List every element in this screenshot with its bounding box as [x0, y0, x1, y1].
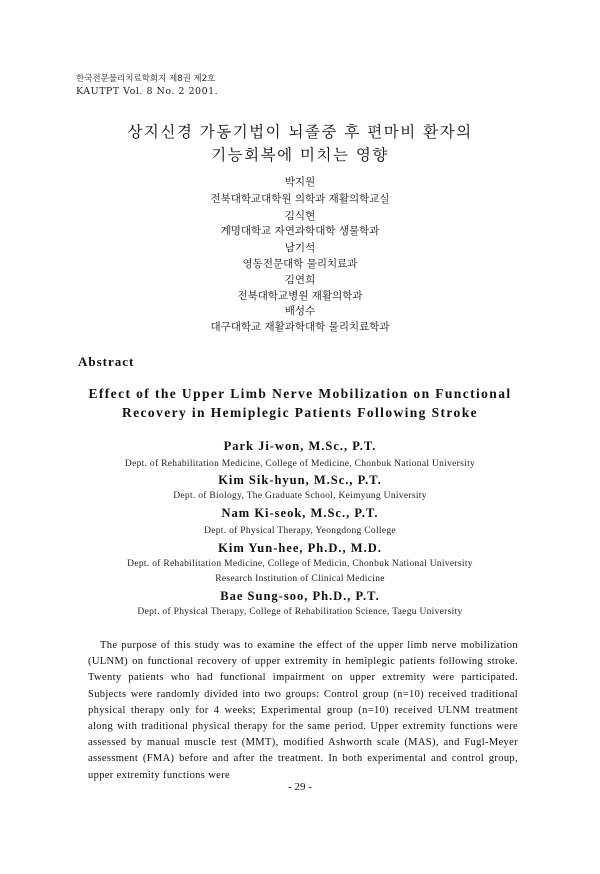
korean-author-name: 박지원	[284, 176, 316, 188]
english-title-line-1: Effect of the Upper Limb Nerve Mobilization on Functional	[88, 386, 512, 401]
korean-author-name: 배성수	[284, 305, 316, 317]
english-author-name: Bae Sung-soo, Ph.D., P.T.	[220, 589, 380, 603]
english-title-line-2: Recovery in Hemiplegic Patients Following Stroke	[121, 405, 479, 420]
english-author-affiliation: Dept. of Physical Therapy, College of Rehabilitation Science, Taegu University	[137, 607, 463, 617]
english-author-name: Kim Sik-hyun, M.Sc., P.T.	[218, 473, 382, 487]
korean-title-line-2: 기능회복에 미치는 영향	[211, 146, 389, 164]
korean-author-affiliation: 전북대학교대학원 의학과 재활의학교실	[210, 193, 390, 205]
english-author-affiliation: Dept. of Physical Therapy, Yeongdong College	[204, 526, 396, 536]
page-number: - 29 -	[288, 781, 312, 793]
journal-title-korean: 한국전문물리치료학회지 제8권 제2호	[76, 74, 216, 84]
korean-author-affiliation: 전북대학교병원 재활의학과	[237, 290, 363, 302]
abstract-heading: Abstract	[78, 354, 135, 369]
korean-author-affiliation: 계명대학교 자연과학대학 생물학과	[220, 225, 380, 237]
korean-author-name: 김연희	[284, 274, 316, 286]
english-author-affiliation-secondary: Research Institution of Clinical Medicine	[215, 574, 385, 584]
english-author-name: Kim Yun-hee, Ph.D., M.D.	[218, 541, 382, 555]
korean-author-name: 김식현	[284, 210, 316, 222]
english-author-affiliation: Dept. of Rehabilitation Medicine, College of Medicin, Chonbuk National University	[127, 559, 473, 569]
korean-author-affiliation: 영동전문대학 물리치료과	[242, 258, 358, 270]
english-author-name: Nam Ki-seok, M.Sc., P.T.	[221, 506, 379, 520]
korean-title-line-1: 상지신경 가동기법이 뇌졸중 후 편마비 환자의	[127, 123, 473, 141]
english-author-name: Park Ji-won, M.Sc., P.T.	[223, 439, 377, 453]
journal-volume-info: KAUTPT Vol. 8 No. 2 2001.	[76, 86, 219, 97]
korean-author-name: 남기석	[284, 242, 316, 254]
english-author-affiliation: Dept. of Rehabilitation Medicine, College of Medicine, Chonbuk National University	[124, 459, 476, 469]
abstract-body: The purpose of this study was to examine the effect of the upper limb nerve mobilization (ULNM) on functional recovery of upper extremity in hemiplegic patients following stroke. Twenty patients who had functional impairment on upper extremity were participated. Subjects were randomly divided into two groups: Control group (n=10) received traditional physical therapy only for 4 weeks; Experimental group (n=10) received ULNM treatment along with traditional physical therapy for the same period. Upper extremity functions were assessed by manual muscle test (MMT), modified Ashworth scale (MAS), and Fugl-Meyer assessment (FMA) before and after the treatment. In both experimental and control group, upper extremity functions were	[88, 640, 518, 781]
english-author-affiliation: Dept. of Biology, The Graduate School, Keimyung University	[173, 491, 427, 501]
korean-author-affiliation: 대구대학교 재활과학대학 물리치료학과	[210, 321, 390, 333]
